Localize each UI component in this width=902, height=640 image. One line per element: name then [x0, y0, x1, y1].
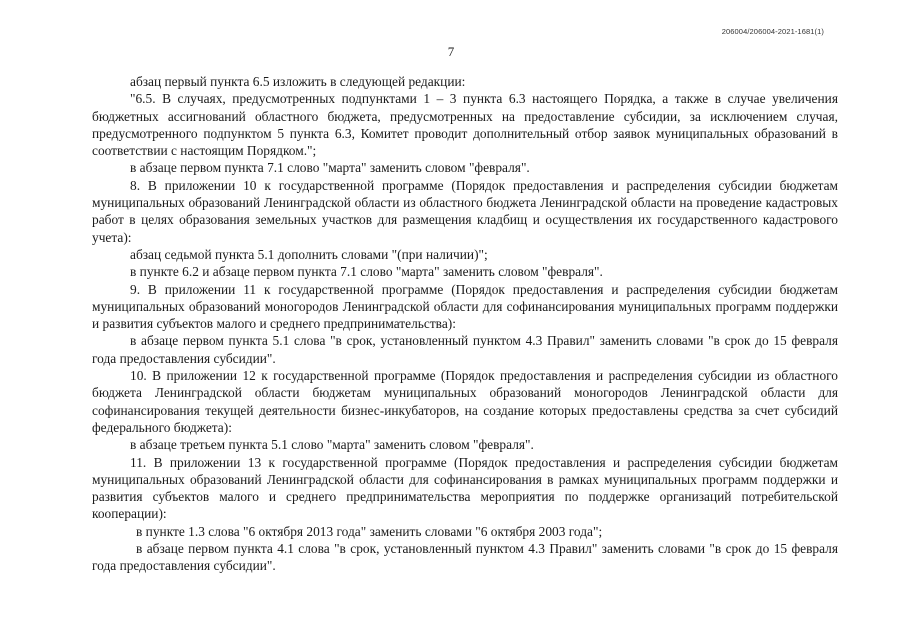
paragraph-item-8-5-1: абзац седьмой пункта 5.1 дополнить словами "(при наличии)";	[130, 246, 488, 262]
document-body	[92, 73, 838, 575]
paragraph-item-10: 10. В приложении 12 к государственной программе (Порядок предоставления и распределения субсидии из областного бюджета Ленинградской области бюджетам муниципальных образований моногородов Ленинградской области для софинансирования текущей деятельности бизнес-инкубаторов, на создание которых предоставлены средства за счет субсидий федерального бюджета):	[92, 368, 838, 435]
paragraph-item-11-1-3: в пункте 1.3 слова "6 октября 2013 года" заменить словами "6 октября 2003 года";	[136, 523, 603, 539]
paragraph-7-1-amendment: в абзаце первом пункта 7.1 слово "марта" заменить словом "февраля".	[130, 160, 530, 176]
paragraph-item-9: 9. В приложении 11 к государственной программе (Порядок предоставления и распределения субсидии бюджетам муниципальных образований моногородов Ленинградской области для софинансирования муниципальных программ поддержки и развития субъектов малого и среднего предпринимательства):	[92, 281, 838, 332]
paragraph-item-11-4-1: в абзаце первом пункта 4.1 слова "в срок, установленный пунктом 4.3 Правил" заменить словами "в срок до 15 февраля года предоставления субсидии".	[92, 541, 838, 574]
paragraph-item-8-6-2: в пункте 6.2 и абзаце первом пункта 7.1 слово "марта" заменить словом "февраля".	[130, 264, 603, 280]
paragraph-item-8: 8. В приложении 10 к государственной программе (Порядок предоставления и распределения субсидии бюджетам муниципальных образований Ленинградской области из областного бюджета Ленинградской области на проведение кадастровых работ в целях образования земельных участков для размещения кладбищ и осуществления их государственного кадастрового учета):	[92, 177, 838, 245]
page-number: 7	[447, 44, 455, 59]
paragraph-item-11: 11. В приложении 13 к государственной программе (Порядок предоставления и распределения субсидии бюджетам муниципальных образований Ленинградской области для софинансирования в рамках муниципальных программ поддержки и развития субъектов малого и среднего предпринимательства мероприятия по поддержке организаций потребительской кооперации):	[92, 454, 838, 522]
paragraph-item-9-5-1: в абзаце первом пункта 5.1 слова "в срок, установленный пунктом 4.3 Правил" заменить словами "в срок до 15 февраля года предоставления субсидии".	[92, 333, 838, 366]
paragraph-6-5-intro: абзац первый пункта 6.5 изложить в следующей редакции:	[130, 74, 466, 89]
paragraph-item-10-5-1: в абзаце третьем пункта 5.1 слово "марта" заменить словом "февраля".	[130, 437, 534, 453]
document-reference-number: 206004/206004-2021-1681(1)	[721, 27, 824, 36]
paragraph-6-5-text: "6.5. В случаях, предусмотренных подпунктами 1 – 3 пункта 6.3 настоящего Порядка, а также в случае увеличения бюджетных ассигнований областного бюджета, предусмотренных на предоставление субсидии, за исключением случая, предусмотренного подпунктом 5 пункта 6.3, Комитет проводит дополнительный отбор заявок муниципальных образований в соответствии с настоящим Порядком.";	[92, 91, 838, 159]
